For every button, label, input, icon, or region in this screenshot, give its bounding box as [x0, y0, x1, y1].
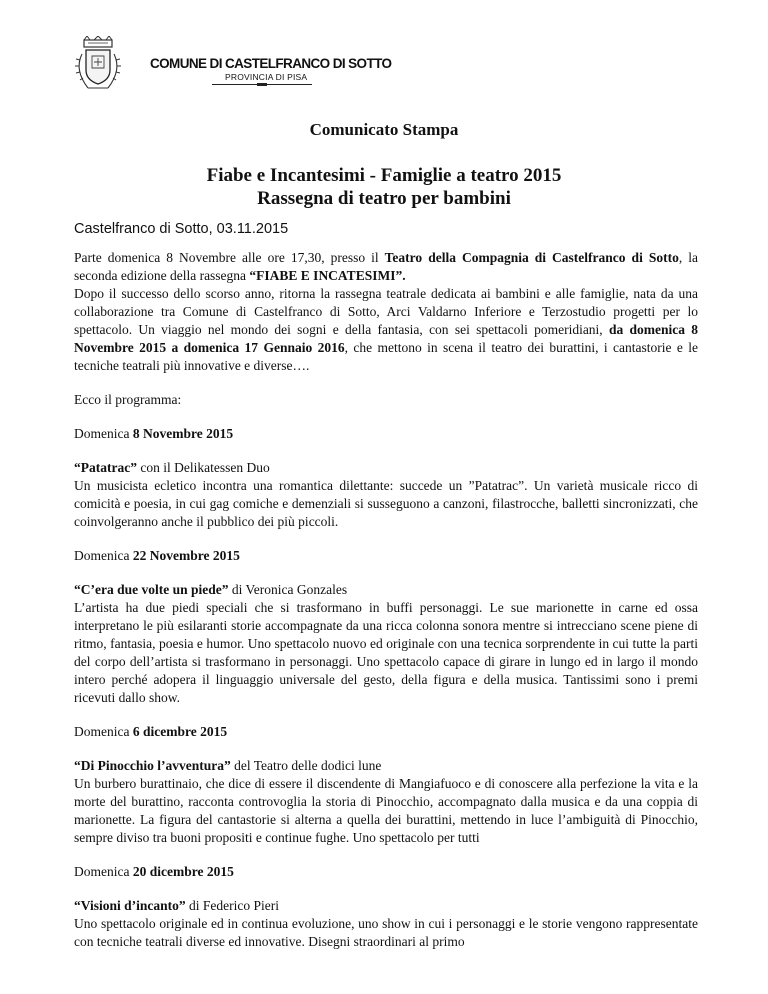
program-intro: Ecco il programma: [74, 392, 182, 407]
event-description: Un burbero burattinaio, che dice di essere il discendente di Mangiafuoco e di conoscere alla perfezione la vita e la morte del burattino, racconta controvoglia la storia di Pinocchio, accompagnato dalla musica e da una coppia di marionette. La figura del cantastorie si alterna a quella dei burattini, mettendo in luce l’ambiguità di Pinocchio, sempre diviso tra buoni propositi e continue fughe. Uno spettacolo per tutti [74, 776, 698, 845]
intro-paragraph-1 [74, 249, 698, 285]
event-title: “Visioni d’incanto” [74, 898, 186, 913]
title-line-1: Fiabe e Incantesimi - Famiglie a teatro 2015 [206, 165, 562, 186]
event-company: del Teatro delle dodici lune [230, 758, 382, 773]
venue: Teatro della Compagnia di Castelfranco di Sotto [384, 250, 679, 265]
event-date: 6 dicembre 2015 [132, 724, 228, 739]
event-day: Domenica [74, 548, 133, 563]
intro-text: , la seconda edizione della rassegna [74, 250, 699, 283]
document-body [74, 249, 698, 951]
event-block [74, 459, 698, 531]
festival-dates: da domenica 8 Novembre 2015 a domenica 17 Gennaio 2016 [74, 322, 698, 355]
event-description: Uno spettacolo originale ed in continua evoluzione, uno show in cui i personaggi e le storie vengono rappresentate con tecniche teatrali diverse ed innovative. Disegni straordinari al primo [74, 916, 698, 949]
event-day: Domenica [74, 864, 133, 879]
document-label: Comunicato Stampa [309, 120, 459, 139]
municipality-name: COMUNE DI CASTELFRANCO DI SOTTO [150, 56, 392, 71]
event-date: 8 Novembre 2015 [132, 426, 234, 441]
intro-paragraph-2 [74, 285, 698, 375]
event-day: Domenica [74, 724, 133, 739]
event-title: “Di Pinocchio l’avventura” [74, 758, 231, 773]
municipal-crest-icon [70, 36, 126, 96]
event-title: “C’era due volte un piede” [74, 582, 229, 597]
event-block [74, 757, 698, 847]
document-title [0, 164, 768, 210]
event-date-line [74, 425, 698, 443]
event-date-line [74, 723, 698, 741]
title-line-2: Rassegna di teatro per bambini [257, 188, 511, 209]
intro-text: Parte domenica 8 Novembre alle ore 17,30, presso il [74, 250, 385, 265]
letterhead [70, 36, 430, 96]
intro-text: Dopo il successo dello scorso anno, ritorna la rassegna teatrale dedicata ai bambini e alle famiglie, nata da una collaborazione tra Comune di Castelfranco di Sotto, Arci Valdarno Inferiore e Terzostudio progetti per lo spettacolo. Un viaggio nel mondo dei sogni e della fantasia, con sei spettacoli pomeridiani, [74, 286, 698, 337]
event-description: Un musicista ecletico incontra una romantica dilettante: succede un ”Patatrac”. Un varietà musicale ricco di comicità e poesia, in cui gag comiche e demenziali si susseguono a canzoni, filastrocche, balletti sincronizzati, che coinvolgeranno anche il pubblico dei più piccoli. [74, 478, 698, 529]
event-date: 20 dicembre 2015 [132, 864, 234, 879]
province-name: PROVINCIA DI PISA [225, 72, 308, 82]
event-description: L’artista ha due piedi speciali che si trasformano in buffi personaggi. Le sue marionette in carne ed ossa interpretano le più esilaranti storie accompagnate da una ricca colonna sonora mentre si intrecciano scene piene di ritmo, fantasia, poesia e humor. Uno spettacolo nuovo ed originale con una tecnica sorprendente in cui tutte la parti del corpo dell’artista si trasformano in personaggi. Uno spettacolo capace di girare in lungo ed in largo il mondo intero perché adopera il linguaggio universale del gesto, della figura e della musica. Tantissimi sono i premi ricevuti dallo show. [74, 600, 698, 705]
event-date: 22 Novembre 2015 [132, 548, 240, 563]
festival-name: “FIABE E INCATESIMI”. [249, 268, 406, 283]
event-company: di Federico Pieri [185, 898, 280, 913]
header-rule-mark [257, 83, 267, 86]
intro-text: , che mettono in scena il teatro dei burattini, i cantastorie e le tecniche teatrali più innovative e diverse…. [74, 340, 698, 373]
event-block [74, 581, 698, 707]
event-date-line [74, 863, 698, 881]
event-title: “Patatrac” [74, 460, 137, 475]
event-company: con il Delikatessen Duo [136, 460, 270, 475]
dateline: Castelfranco di Sotto, 03.11.2015 [74, 221, 289, 237]
event-company: di Veronica Gonzales [228, 582, 348, 597]
event-block [74, 897, 698, 951]
event-date-line [74, 547, 698, 565]
event-day: Domenica [74, 426, 133, 441]
